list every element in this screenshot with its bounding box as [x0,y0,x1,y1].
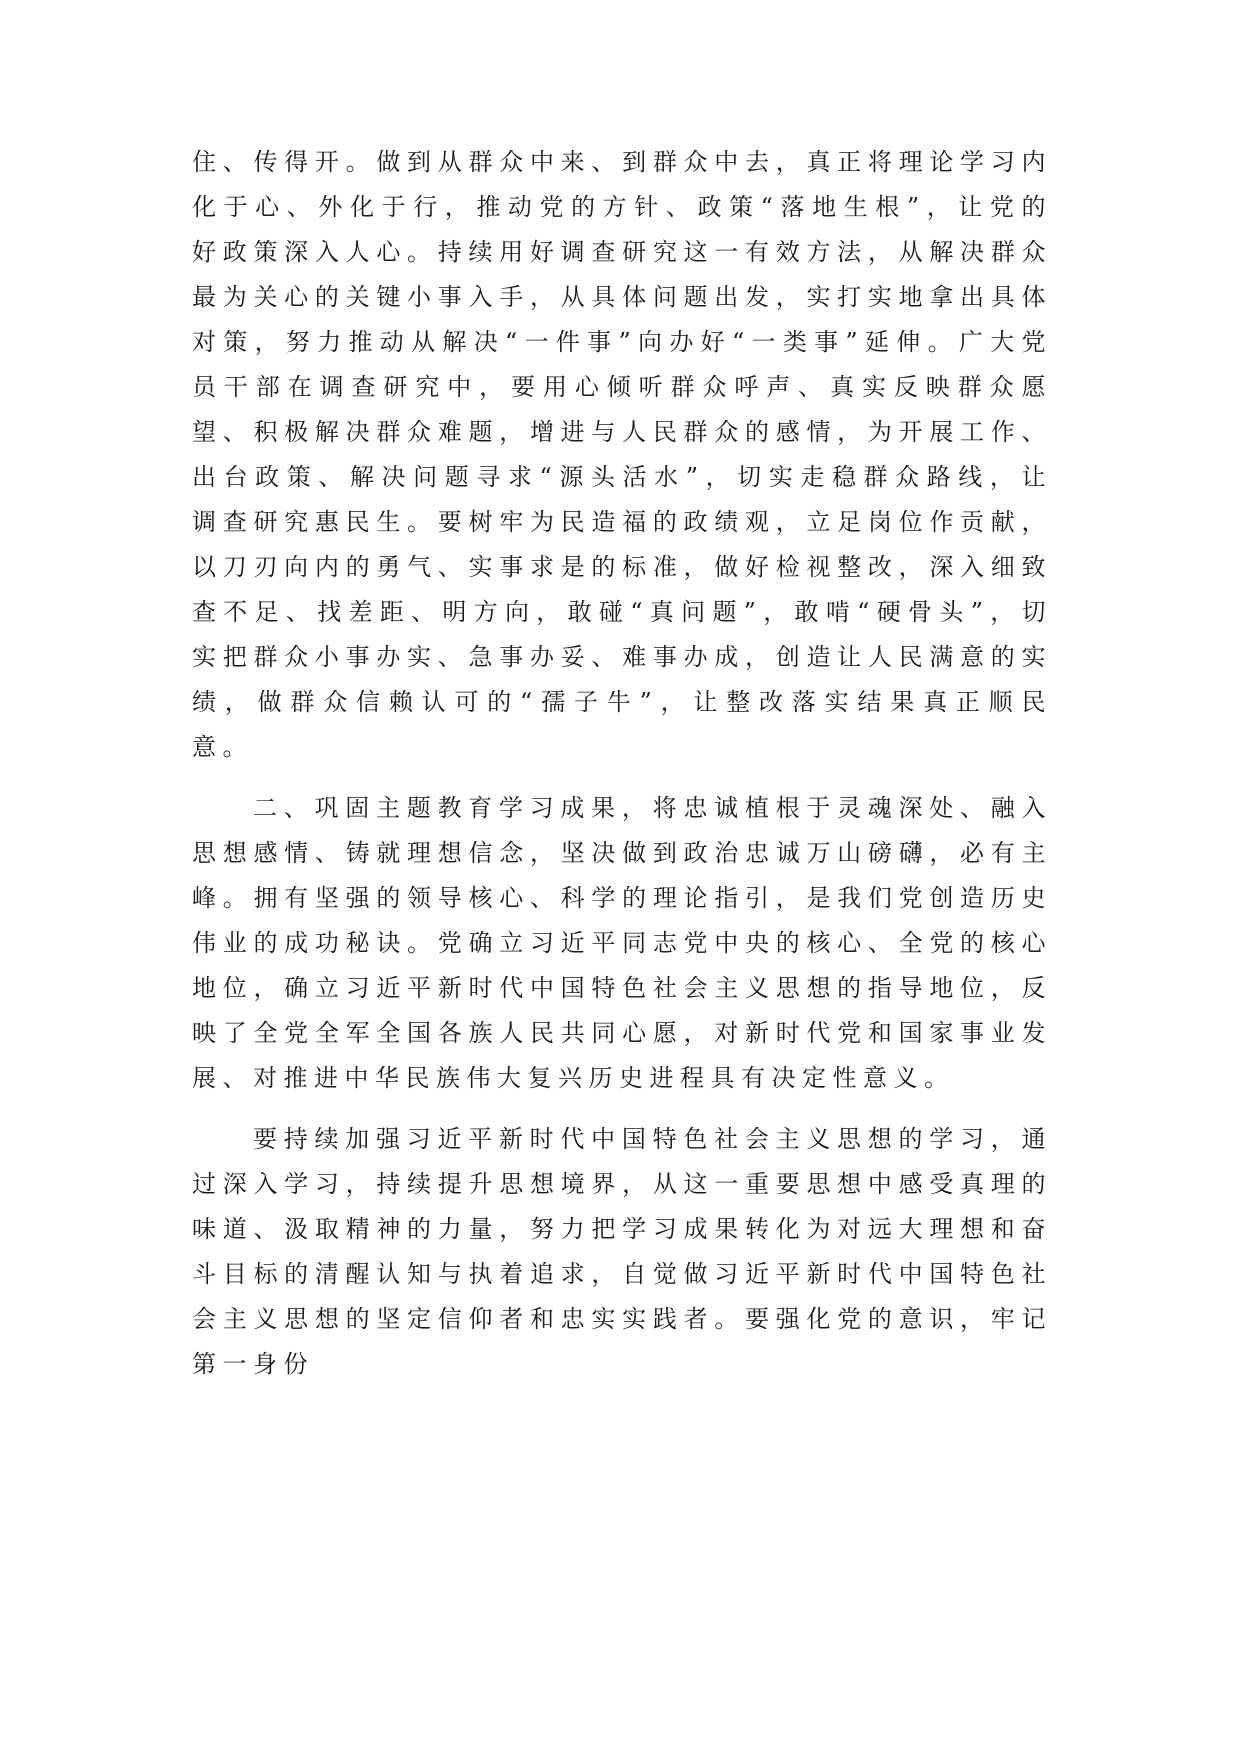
paragraph-study-thought: 要持续加强习近平新时代中国特色社会主义思想的学习，通过深入学习，持续提升思想境界，从这一重要思想中感受真理的味道、汲取精神的力量，努力把学习成果转化为对远大理想和奋斗目标的清醒认知与执着追求，自觉做习近平新时代中国特色社会主义思想的坚定信仰者和忠实实践者。要强化党的意识，牢记第一身份 [192,1125,1052,1378]
document-body [192,140,1052,1387]
paragraph-continuation: 住、传得开。做到从群众中来、到群众中去，真正将理论学习内化于心、外化于行，推动党的方针、政策“落地生根”，让党的好政策深入人心。持续用好调查研究这一有效方法，从解决群众最为关心的关键小事入手，从具体问题出发，实打实地拿出具体对策，努力推动从解决“一件事”向办好“一类事”延伸。广大党员干部在调查研究中，要用心倾听群众呼声、真实反映群众愿望、积极解决群众难题，增进与人民群众的感情，为开展工作、出台政策、解决问题寻求“源头活水”，切实走稳群众路线，让调查研究惠民生。要树牢为民造福的政绩观，立足岗位作贡献，以刀刃向内的勇气、实事求是的标准，做好检视整改，深入细致查不足、找差距、明方向，敢碰“真问题”，敢啃“硬骨头”，切实把群众小事办实、急事办妥、难事办成，创造让人民满意的实绩，做群众信赖认可的“孺子牛”，让整改落实结果真正顺民意。 [192,148,1052,761]
paragraph-section-two: 二、巩固主题教育学习成果，将忠诚植根于灵魂深处、融入思想感情、铸就理想信念，坚决做到政治忠诚万山磅礴，必有主峰。拥有坚强的领导核心、科学的理论指引，是我们党创造历史伟业的成功秘诀。党确立习近平同志党中央的核心、全党的核心地位，确立习近平新时代中国特色社会主义思想的指导地位，反映了全党全军全国各族人民共同心愿，对新时代党和国家事业发展、对推进中华民族伟大复兴历史进程具有决定性意义。 [192,794,1052,1092]
